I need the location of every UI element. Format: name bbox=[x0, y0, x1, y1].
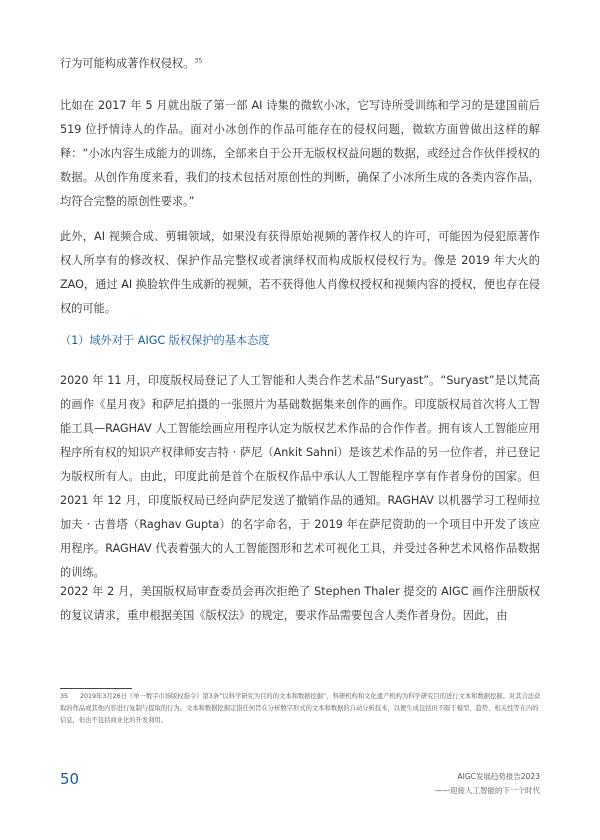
paragraph-video-synthesis: 此外，AI 视频合成、剪辑领域，如果没有获得原始视频的著作权人的许可，可能因为侵犯原著作权人所享有的修改权、保护作品完整权或者演绎权而构成版权侵权行为。像是 2019 年大火的 ZAO，通过 AI 换脸软件生成新的视频，若不获得他人肖像权授权和视频内容的授权，便也存在侵权的可能。 bbox=[60, 230, 540, 315]
report-title: AIGC发展趋势报告2023 bbox=[457, 772, 540, 781]
paragraph-india-copyright: 2020 年 11 月，印度版权局登记了人工智能和人类合作艺术品“Suryast”。“Suryast”是以梵高的画作《星月夜》和萨尼拍摄的一张照片为基础数据集来创作的画作。印度版权局首次将人工智能工具—RAGHAV 人工智能绘画应用程序认定为版权艺术作品的合作作者。拥有该人工智能应用程序所有权的知识产权律师安吉特 · 萨尼（Ankit Sahni）是该艺术作品的另一位作者，并已登记为版权所有人。由此，印度此前是首个在版权作品中承认人工智能程序享有作者身份的国家。但 2021 年 12 月，印度版权局已经向萨尼发送了撤销作品的通知。RAGHAV 以机器学习工程师拉加夫 · 古普塔（Raghav Gupta）的名字命名，于 2019 年在萨尼资助的一个项目中开发了该应用程序。RAGHAV 代表着强大的人工智能图形和艺术可视化工具，并受过各种艺术风格作品数据的训练。 bbox=[60, 374, 540, 579]
footnote-text: 2019年3月26日《单一数字市场版权指令》第3条“以科学研究为目的的文本和数据挖掘”，科研机构和文化遗产机构为科学研究目的进行文本和数据挖掘。对其合法获取的作品或其他内容进行复制与提取的行为。文本和数据挖掘定指任何旨在分析数字形式的文本和数据的自动分析技术，以便生成包括但不限于模型、趋势、相关性等在内的信息，但也不包括商业化的开发利用。 bbox=[60, 693, 541, 724]
page-number: 50 bbox=[60, 770, 80, 788]
paragraph-us-copyright: 2022 年 2 月，美国版权局审查委员会再次拒绝了 Stephen Thaler 提交的 AIGC 画作注册版权的复议请求，重申根据美国《版权法》的规定，要求作品需要包含人类作者身份。因此，由 bbox=[60, 585, 540, 622]
footnote-divider bbox=[60, 688, 132, 689]
paragraph-text: 行为可能构成著作权侵权。 bbox=[60, 57, 195, 70]
paragraph-xiaoice: 比如在 2017 年 5 月就出版了第一部 AI 诗集的微软小冰，它写诗所受训练和学习的是建国前后 519 位抒情诗人的作品。面对小冰创作的作品可能存在的侵权问题，微软方面曾做出这样的解释：“小冰内容生成能力的训练，全部来自于公开无版权权益问题的数据，或经过合作伙伴授权的数据。从创作角度来看，我们的技术包括对原创性的判断，确保了小冰所生成的各类内容作品，均符合完整的原创性要求。” bbox=[60, 99, 540, 208]
footnote-number: 35 bbox=[60, 693, 69, 700]
section-heading: （1）域外对于 AIGC 版权保护的基本态度 bbox=[60, 334, 270, 347]
footnote-ref[interactable]: 35 bbox=[194, 56, 203, 65]
paragraph-continuation bbox=[60, 52, 540, 76]
report-subtitle: ——迎接人工智能的下一个时代 bbox=[435, 786, 540, 795]
footnote bbox=[60, 691, 544, 727]
